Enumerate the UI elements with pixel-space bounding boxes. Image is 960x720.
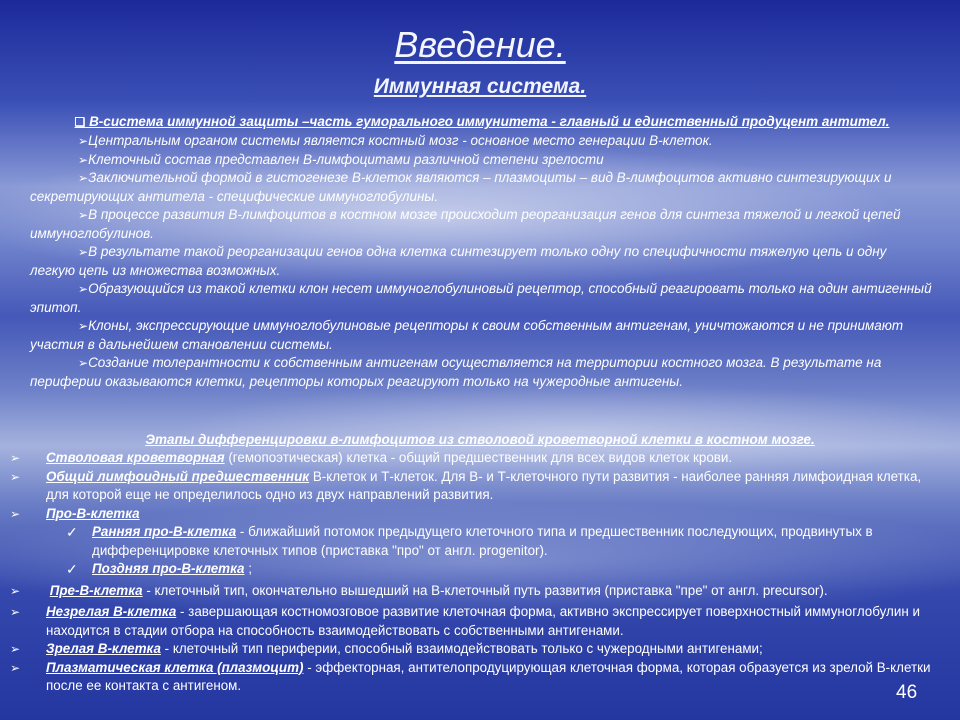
stage-description: - клеточный тип, окончательно вышедший на В-клеточный путь развития (приставка "пре" от англ. precursor). — [142, 582, 828, 598]
list-item — [8, 468, 938, 505]
overview-point: Клеточный состав представлен В-лимфоцитами различной степени зрелости — [88, 151, 604, 167]
stage-term: Плазматическая клетка (плазмоцит) — [46, 659, 304, 675]
overview-point: Образующийся из такой клетки клон несет иммуноглобулиновый рецептор, способный реагировать только на один антигенный эпитоп. — [30, 281, 932, 315]
arrow-bullet-icon: ➢ — [78, 134, 89, 148]
list-item — [8, 449, 938, 468]
stage-term: Пре-В-клетка — [49, 582, 143, 598]
arrow-bullet-icon: ➢ — [10, 660, 21, 675]
stage-term: Общий лимфоидный предшественник — [46, 468, 310, 484]
stage-description: - ближайший потомок предыдущего клеточного типа и предшественник последующих, продвинутых в дифференцировке клеточных типов (приставка "про" от англ. progenitor). — [92, 524, 873, 558]
list-item — [8, 659, 938, 696]
arrow-bullet-icon: ➢ — [78, 356, 89, 370]
stage-description: (гемопоэтическая) клетка - общий предшественник для всех видов клеток крови. — [224, 450, 733, 465]
arrow-bullet-icon: ➢ — [78, 319, 89, 333]
arrow-bullet-icon: ➢ — [78, 208, 89, 222]
stage-description: ; — [244, 561, 252, 576]
arrow-bullet-icon: ➢ — [78, 171, 89, 185]
stage-term: Зрелая В-клетка — [46, 641, 161, 656]
list-item — [8, 582, 938, 601]
slide-title: Введение. — [394, 24, 566, 65]
stages-title: Этапы дифференцировки в-лимфоцитов из стволовой кроветворной клетки в костном мозге. — [145, 432, 815, 447]
overview-point: Центральным органом системы является костный мозг - основное место генерации В-клеток. — [88, 133, 713, 148]
list-item — [8, 505, 938, 524]
stage-term: Ранняя про-В-клетка — [92, 524, 237, 539]
list-item — [8, 523, 938, 560]
slide-subtitle: Иммунная система. — [373, 75, 587, 98]
check-bullet-icon: ✓ — [66, 524, 78, 540]
lead-text: В-система иммунной защиты –часть гуморального иммунитета - главный и единственный продуцент антител. — [89, 114, 890, 129]
list-item — [8, 560, 938, 579]
overview-point: Заключительной формой в гистогенезе В-клеток являются – плазмоциты – вид В-лимфоцитов активно синтезирующих и секретирующих антитела - специфические иммуноглобулины. — [30, 170, 892, 204]
check-bullet-icon: ✓ — [66, 561, 78, 577]
overview-point: В результате такой реорганизации генов одна клетка синтезирует только одну по специфичности тяжелую цепь и одну легкую цепь из множества возможных. — [30, 244, 887, 278]
lead-statement — [30, 113, 934, 131]
page-number: 46 — [896, 682, 918, 703]
overview-paragraph — [30, 132, 934, 391]
stage-description: - клеточный тип периферии, способный взаимодействовать только с чужеродными антигенами; — [160, 641, 763, 656]
overview-point: Создание толерантности к собственным антигенам осуществляется на территории костного мозга. В результате на периферии оказываются клетки, рецепторы которых реагируют только на чужеродные антигены. — [30, 355, 882, 389]
arrow-bullet-icon: ➢ — [10, 583, 21, 598]
immune-system-overview — [30, 113, 934, 391]
stage-description: - завершающая костномозговое развитие клеточная форма, активно экспрессирует поверхностный иммуноглобулин и находится в стадии отбора на способность взаимодействовать с собственными антигенами. — [46, 604, 920, 638]
arrow-bullet-icon: ➢ — [78, 245, 89, 259]
stage-description: В-клеток и Т-клеток. Для В- и Т-клеточного пути развития - наиболее ранняя лимфоидная клетка, для которой еще не определилось одно из двух направлений развития. — [46, 468, 922, 502]
list-item — [8, 603, 938, 640]
arrow-bullet-icon: ➢ — [10, 451, 21, 465]
overview-point: Клоны, экспрессирующие иммуноглобулиновые рецепторы к своим собственным антигенам, уничтожаются и не принимают участия в дальнейшем становлении системы. — [30, 318, 904, 352]
arrow-bullet-icon: ➢ — [78, 152, 89, 167]
stage-term: Незрелая В-клетка — [46, 604, 177, 619]
arrow-bullet-icon: ➢ — [10, 469, 21, 484]
arrow-bullet-icon: ➢ — [10, 506, 21, 521]
arrow-bullet-icon: ➢ — [10, 642, 21, 656]
stage-term: Стволовая кроветворная — [46, 450, 225, 465]
overview-point: В процессе развития В-лимфоцитов в костном мозге происходит реорганизация генов для синтеза тяжелой и легкой цепей иммуноглобулинов. — [30, 207, 901, 241]
stage-description: - эффекторная, антителопродуцирующая клеточная форма, которая образуется из зрелой В-клетки после ее контакта с антигеном. — [46, 659, 931, 693]
checkbox-bullet-icon: ❑ — [74, 115, 86, 129]
arrow-bullet-icon: ➢ — [78, 282, 89, 296]
stages-list — [8, 449, 938, 696]
stage-term: Поздняя про-В-клетка — [92, 561, 245, 576]
stage-term: Про-В-клетка — [46, 505, 140, 521]
list-item — [8, 640, 938, 659]
arrow-bullet-icon: ➢ — [10, 605, 21, 619]
